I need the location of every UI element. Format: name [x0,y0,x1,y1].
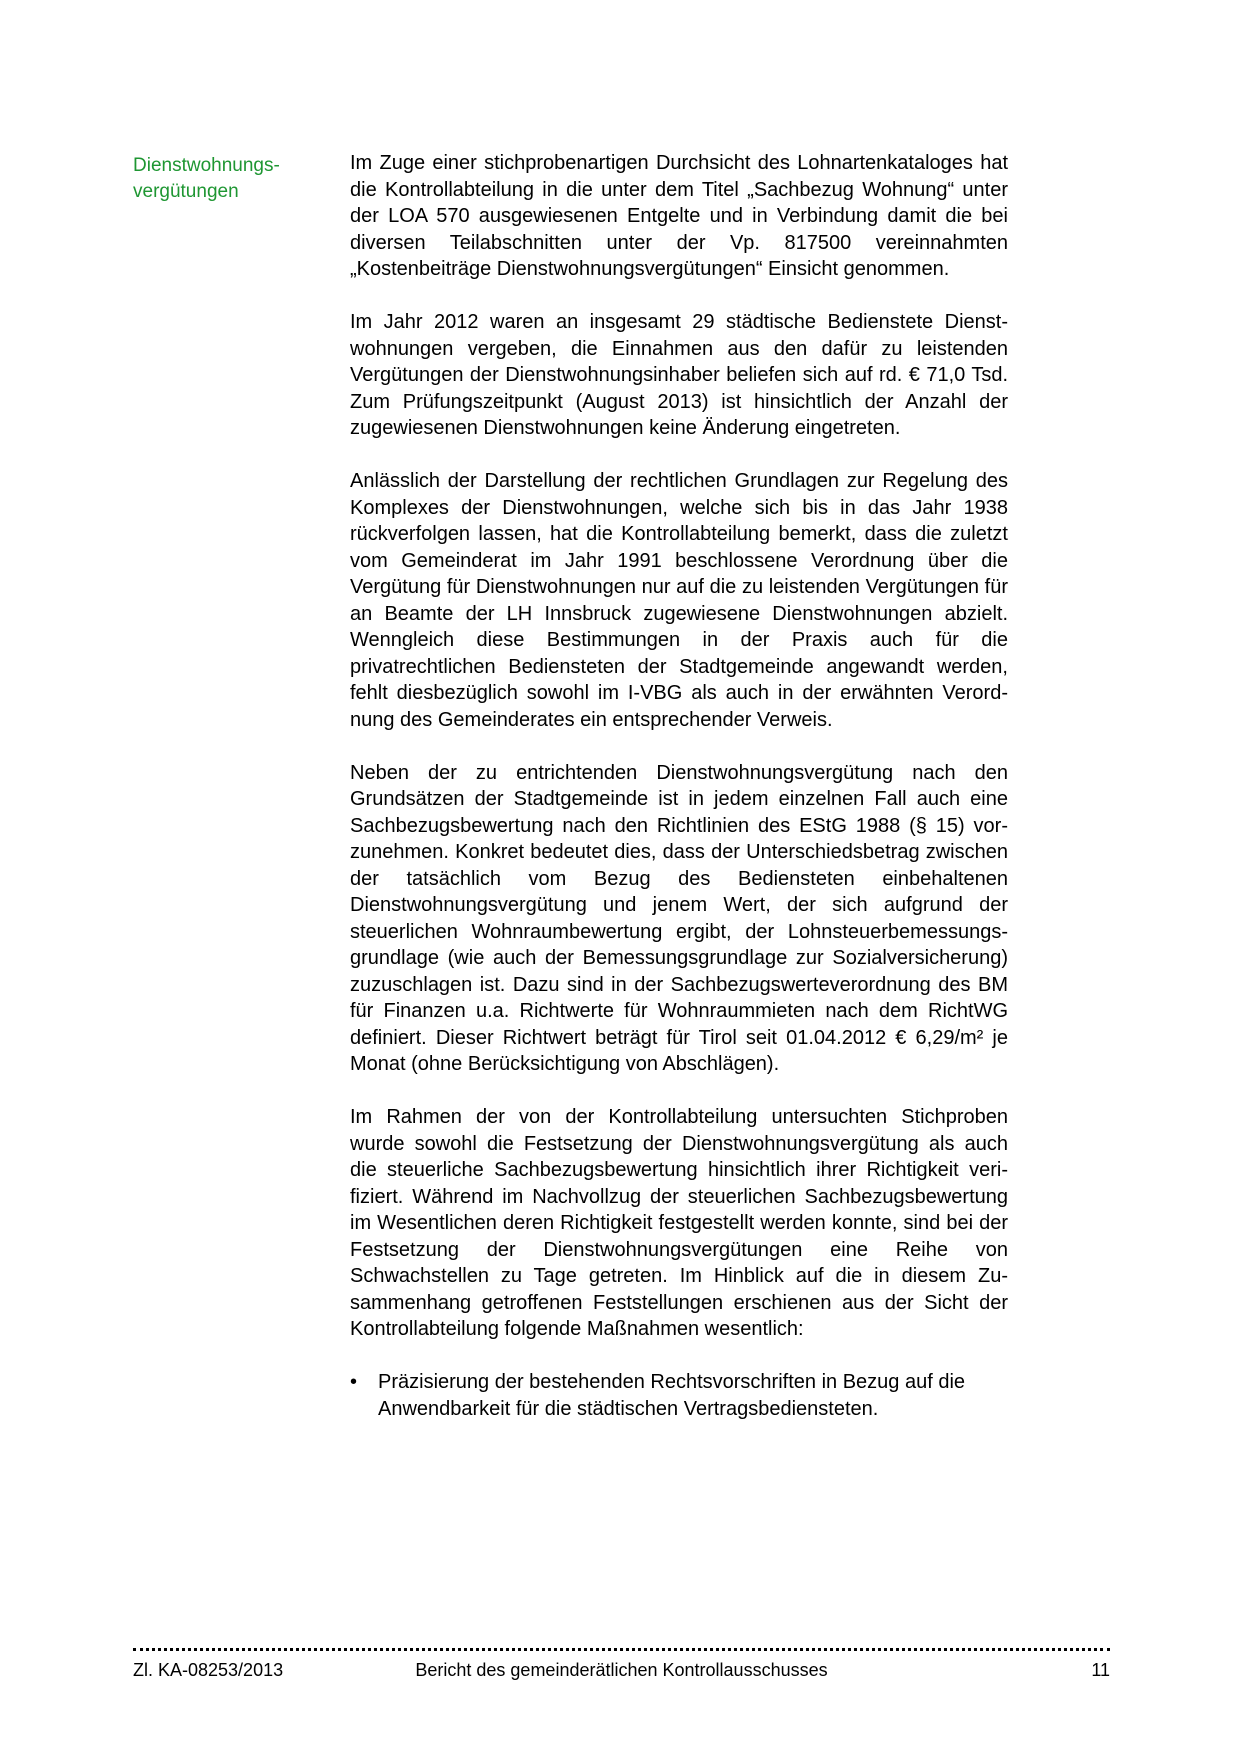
paragraph-5: Im Rahmen der von der Kontrollabteilung untersuchten Stichproben wurde sowohl die Festsetzung der Dienstwohnungsvergütung als auch die steuerliche Sachbezugsbewertung hinsichtlich ihrer Richtigkeit verifiziert. Während im Nachvollzug der steuerlichen Sachbezugsbewertung im Wesentlichen deren Richtigkeit festgestellt werden konnte, sind bei der Festsetzung der Dienstwohnungsvergütungen eine Reihe von Schwachstellen zu Tage getreten. Im Hinblick auf die in diesem Zusammenhang getroffenen Feststellungen erschienen aus der Sicht der Kontrollabteilung folgende Maßnahmen wesentlich: [350,1106,1008,1340]
body-text-column [350,150,1008,1422]
paragraph-2: Im Jahr 2012 waren an insgesamt 29 städtische Bedienstete Dienstwohnungen vergeben, die Einnahmen aus den dafür zu leistenden Vergütungen der Dienstwohnungsinhaber beliefen sich auf rd. € 71,0 Tsd. Zum Prüfungszeitpunkt (August 2013) ist hinsichtlich der Anzahl der zugewiesenen Dienstwohnungen keine Änderung eingetreten. [350,311,1008,439]
margin-label-line-1: Dienstwohnungs- [133,155,280,176]
paragraph-4: Neben der zu entrichtenden Dienstwohnungsvergütung nach den Grundsätzen der Stadtgemeinde ist in jedem einzelnen Fall auch eine Sachbezugsbewertung nach den Richtlinien des EStG 1988 (§ 15) vorzunehmen. Konkret bedeutet dies, dass der Unterschiedsbetrag zwischen der tatsächlich vom Bezug des Bediensteten einbehaltenen Dienstwohnungsvergütung und jenem Wert, der sich aufgrund der steuerlichen Wohnraumbewertung ergibt, der Lohnsteuerbemessungsgrundlage (wie auch der Bemessungsgrundlage zur Sozialversicherung) zuzuschlagen ist. Dazu sind in der Sachbezugswerteverordnung des BM für Finanzen u.a. Richtwerte für Wohnraummieten nach dem RichtWG definiert. Dieser Richtwert beträgt für Tirol seit 01.04.2012 € 6,29/m² je Monat (ohne Berücksichtigung von Abschlägen). [350,761,1008,1075]
paragraph-1: Im Zuge einer stichprobenartigen Durchsicht des Lohnartenkataloges hat die Kontrollabteilung in die unter dem Titel „Sachbezug Wohnung“ unter der LOA 570 ausgewiesenen Entgelte und in Verbindung damit die bei diversen Teilabschnitten unter der Vp. 817500 vereinnahmten „Kostenbeiträge Dienstwohnungsvergütungen“ Einsicht genommen. [350,152,1008,280]
footer-reference-number: Zl. KA-08253/2013 [133,1660,284,1680]
bullet-marker-icon: • [350,1371,358,1393]
footer-report-title: Bericht des gemeinderätlichen Kontrollausschusses [415,1660,828,1680]
paragraph-3: Anlässlich der Darstellung der rechtlichen Grundlagen zur Regelung des Komplexes der Dienstwohnungen, welche sich bis in das Jahr 1938 rückverfolgen lassen, hat die Kontrollabteilung bemerkt, dass die zuletzt vom Gemeinderat im Jahr 1991 beschlossene Verordnung über die Vergütung für Dienstwohnungen nur auf die zu leistenden Vergütungen für an Beamte der LH Innsbruck zugewiesene Dienstwohnungen abzielt. Wenngleich diese Bestimmungen in der Praxis auch für die privatrechtlichen Bediensteten der Stadtgemeinde angewandt werden, fehlt diesbezüglich sowohl im I-VBG als auch in der erwähnten Verordnung des Gemeinderates ein entsprechender Verweis. [350,470,1008,731]
bullet-item [350,1369,1008,1422]
page-footer [133,1648,1110,1681]
bullet-text: Präzisierung der bestehenden Rechtsvorschriften in Bezug auf die Anwendbarkeit für die städtischen Vertragsbediensteten. [378,1371,966,1420]
margin-label-line-2: vergütungen [133,181,239,202]
margin-label [133,153,338,205]
footer-row [133,1659,1110,1681]
footer-page-number: 11 [1091,1660,1110,1680]
footer-dotted-rule [133,1648,1110,1651]
